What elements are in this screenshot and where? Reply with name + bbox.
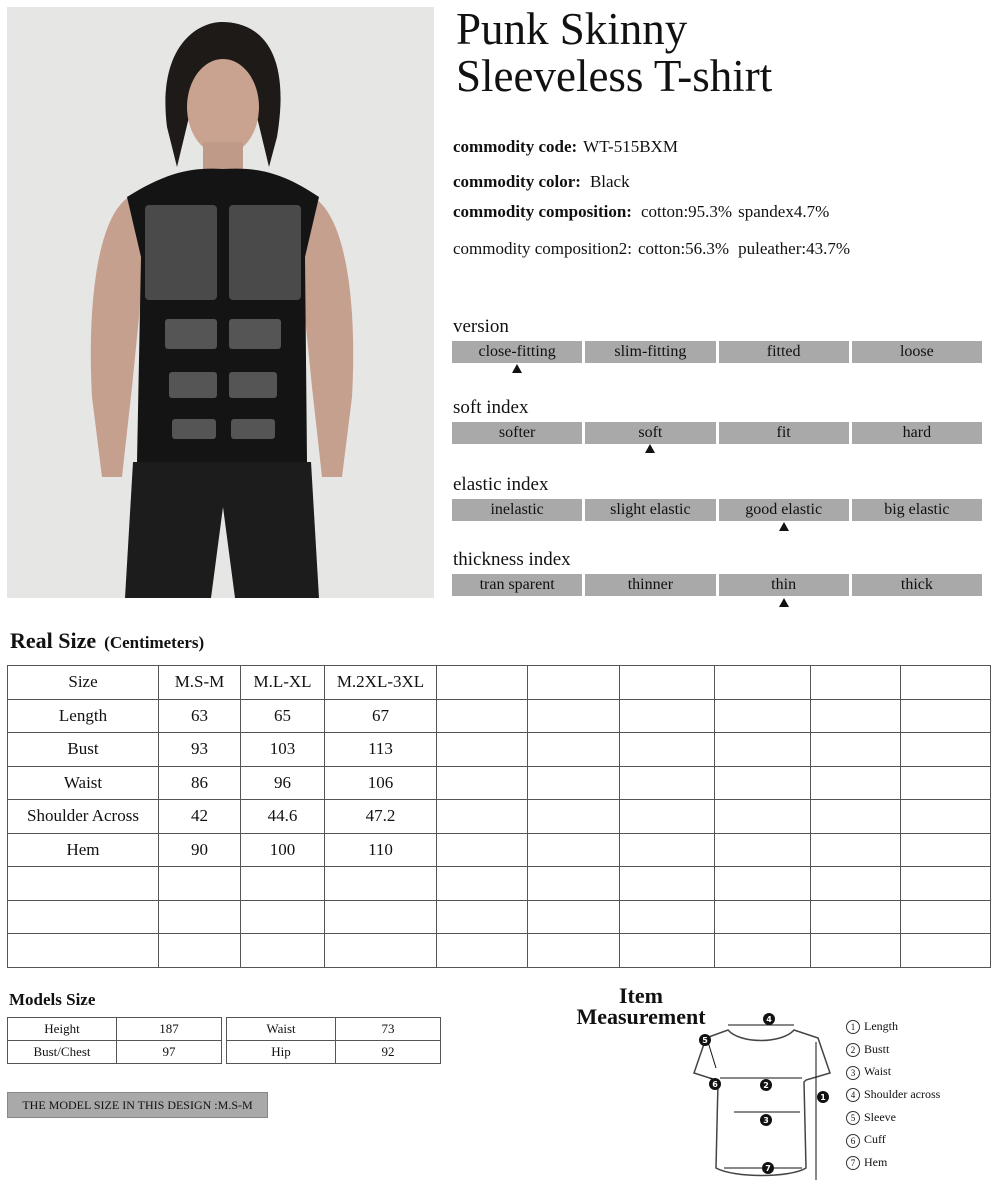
table-cell [715,900,811,934]
table-row [8,766,991,800]
legend-item [846,1129,940,1152]
table-row [8,733,991,767]
table-cell [901,934,991,968]
legend-number: 3 [846,1066,860,1080]
table-cell [528,766,620,800]
table-cell [901,867,991,901]
table-cell [811,699,901,733]
table-cell: 113 [325,733,437,767]
table-cell [528,699,620,733]
table-cell: Size [8,666,159,700]
table-row [227,1041,441,1064]
table-row [8,900,991,934]
table-cell [159,934,241,968]
table-cell [901,833,991,867]
version-option: close-fitting [452,341,582,363]
product-photo [7,7,434,598]
table-cell [901,666,991,700]
table-cell [8,934,159,968]
legend-item [846,1107,940,1130]
model-hip-value: 92 [336,1041,441,1064]
table-cell [715,833,811,867]
soft-index-option: softer [452,422,582,444]
legend-number: 6 [846,1134,860,1148]
table-cell [325,900,437,934]
models-size-table-right [226,1017,441,1064]
thickness-index-option: thin [719,574,849,596]
legend-item [846,1061,940,1084]
table-cell [901,733,991,767]
table-cell [241,900,325,934]
table-cell: 67 [325,699,437,733]
table-cell: M.2XL-3XL [325,666,437,700]
table-cell [159,867,241,901]
table-cell [811,934,901,968]
elastic-index-option: inelastic [452,499,582,521]
size-table [7,665,991,968]
legend-number: 5 [846,1111,860,1125]
table-cell [620,733,715,767]
legend-label: Bustt [864,1041,890,1056]
real-size-heading: Real Size [10,628,97,653]
composition-value2: spandex4.7% [738,202,830,221]
models-size-title: Models Size [9,990,96,1009]
legend-number: 1 [846,1020,860,1034]
model-bust-label: Bust/Chest [8,1041,117,1064]
table-cell [811,666,901,700]
table-cell [528,666,620,700]
table-cell [437,800,528,834]
table-cell: 93 [159,733,241,767]
elastic-index-option: big elastic [852,499,982,521]
table-cell [620,934,715,968]
elastic-index-bar [452,499,982,521]
table-cell [620,867,715,901]
models-size-table-left [7,1017,222,1064]
soft-index-title: soft index [453,397,529,418]
commodity-code-row [453,137,678,157]
table-cell [159,900,241,934]
table-cell [620,766,715,800]
legend-label: Cuff [864,1132,886,1147]
table-cell [620,666,715,700]
table-cell [715,800,811,834]
table-cell: 100 [241,833,325,867]
table-cell: 47.2 [325,800,437,834]
table-cell [437,766,528,800]
table-cell [241,867,325,901]
commodity-color-label: commodity color: [453,172,581,191]
thickness-index-title: thickness index [453,549,571,570]
legend-number: 2 [846,1043,860,1057]
legend-label: Shoulder across [864,1087,941,1102]
table-cell [811,833,901,867]
table-cell [437,699,528,733]
elastic-index-option: slight elastic [585,499,715,521]
table-cell: 110 [325,833,437,867]
version-title: version [453,316,509,337]
legend-label: Length [864,1019,898,1033]
table-row [8,1018,222,1041]
table-row [8,1041,222,1064]
soft-index-option: hard [852,422,982,444]
table-cell [901,766,991,800]
table-cell: Length [8,699,159,733]
model-size-note: THE MODEL SIZE IN THIS DESIGN :M.S-M [7,1092,268,1118]
model-height-label: Height [8,1018,117,1041]
svg-text:5: 5 [702,1036,708,1045]
table-cell [528,934,620,968]
soft-index-option: soft [585,422,715,444]
thickness-index-bar [452,574,982,596]
soft-index-option: fit [719,422,849,444]
table-cell [437,666,528,700]
table-cell: 96 [241,766,325,800]
table-row [8,934,991,968]
svg-text:4: 4 [766,1015,772,1024]
table-cell [528,833,620,867]
table-cell [811,900,901,934]
table-cell: 42 [159,800,241,834]
table-cell [437,900,528,934]
legend-label: Waist [864,1064,892,1079]
legend-label: Sleeve [864,1109,896,1124]
table-cell [437,733,528,767]
model-height-value: 187 [117,1018,222,1041]
table-cell [715,666,811,700]
version-option: fitted [719,341,849,363]
table-cell [528,867,620,901]
table-row [8,833,991,867]
table-cell [901,800,991,834]
table-cell [620,699,715,733]
composition2-value2: puleather:43.7% [738,239,850,258]
title-line1: Punk Skinny [456,4,688,54]
table-cell [811,867,901,901]
table-row [8,867,991,901]
table-cell [8,867,159,901]
table-cell [620,800,715,834]
table-cell [325,934,437,968]
commodity-code-label: commodity code: [453,137,578,156]
table-cell [715,699,811,733]
elastic-index-title: elastic index [453,474,549,495]
version-option: loose [852,341,982,363]
commodity-composition2-row [453,239,850,259]
table-row [227,1018,441,1041]
measurement-title-line1: Item [619,983,663,1008]
elastic-index-marker-icon [779,522,789,531]
version-marker-icon [512,364,522,373]
soft-index-bar [452,422,982,444]
thickness-index-marker-icon [779,598,789,607]
table-cell: 106 [325,766,437,800]
svg-text:7: 7 [765,1164,771,1173]
table-cell: Shoulder Across [8,800,159,834]
svg-text:2: 2 [763,1081,769,1090]
table-cell [620,833,715,867]
model-waist-value: 73 [336,1018,441,1041]
real-size-title [10,628,204,654]
table-cell: Hem [8,833,159,867]
composition-value1: cotton:95.3% [640,202,733,221]
commodity-color-value: Black [589,172,630,191]
table-cell [528,900,620,934]
legend-number: 4 [846,1088,860,1102]
table-cell: M.S-M [159,666,241,700]
product-title [456,6,772,100]
table-header-row [8,666,991,700]
legend-item [846,1016,940,1039]
thickness-index-option: thick [852,574,982,596]
table-cell [811,766,901,800]
table-cell [620,900,715,934]
table-cell: 86 [159,766,241,800]
table-cell [901,699,991,733]
table-cell [325,867,437,901]
measurement-title-line2: Measurement [576,1004,706,1029]
table-cell: 103 [241,733,325,767]
commodity-composition-row [453,202,829,222]
table-cell: 63 [159,699,241,733]
svg-text:6: 6 [712,1080,718,1089]
soft-index-marker-icon [645,444,655,453]
table-cell [528,800,620,834]
elastic-index-option: good elastic [719,499,849,521]
table-cell: Bust [8,733,159,767]
table-cell [8,900,159,934]
table-row [8,800,991,834]
thickness-index-option: tran sparent [452,574,582,596]
version-option: slim-fitting [585,341,715,363]
legend-item [846,1084,940,1107]
version-bar [452,341,982,363]
legend-item [846,1039,940,1062]
table-cell: 65 [241,699,325,733]
commodity-composition2-label: commodity composition2: [453,239,632,258]
table-cell [811,733,901,767]
commodity-color-row [453,172,630,192]
table-cell [528,733,620,767]
thickness-index-option: thinner [585,574,715,596]
legend-label: Hem [864,1155,888,1170]
model-waist-label: Waist [227,1018,336,1041]
table-cell [241,934,325,968]
measurement-legend [846,1016,940,1175]
real-size-unit: (Centimeters) [104,633,205,652]
table-cell [437,934,528,968]
composition2-value1: cotton:56.3% [637,239,730,258]
title-line2: Sleeveless T-shirt [456,51,773,101]
table-cell: M.L-XL [241,666,325,700]
model-hip-label: Hip [227,1041,336,1064]
table-cell [811,800,901,834]
table-cell [901,900,991,934]
legend-item [846,1152,940,1175]
commodity-code-value: WT-515BXM [583,137,678,156]
tshirt-measurement-diagram [690,1008,840,1188]
table-cell [715,867,811,901]
table-cell: 90 [159,833,241,867]
table-row [8,699,991,733]
legend-number: 7 [846,1156,860,1170]
table-cell [437,833,528,867]
model-bust-value: 97 [117,1041,222,1064]
table-cell [715,733,811,767]
table-cell: 44.6 [241,800,325,834]
svg-text:3: 3 [763,1116,769,1125]
table-cell: Waist [8,766,159,800]
svg-text:1: 1 [820,1093,826,1102]
commodity-composition-label: commodity composition: [453,202,632,221]
table-cell [437,867,528,901]
table-cell [715,934,811,968]
table-cell [715,766,811,800]
